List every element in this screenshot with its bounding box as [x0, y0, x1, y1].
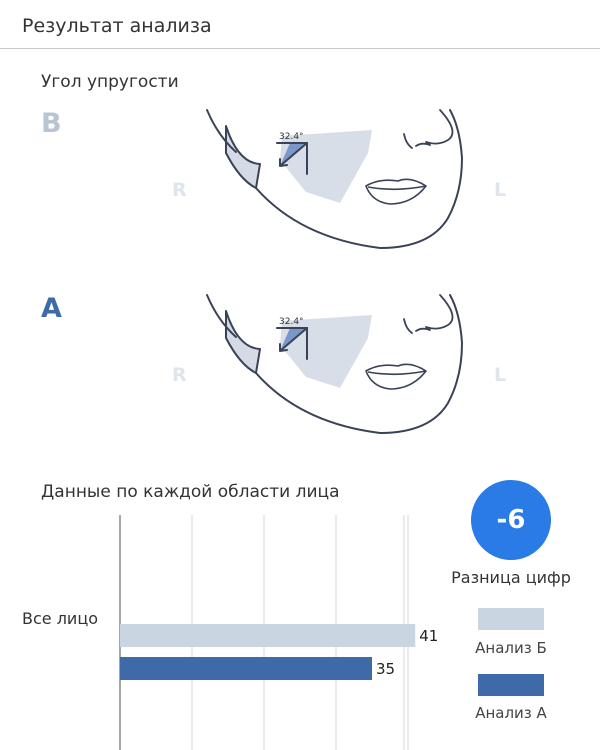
nose-outline — [404, 295, 453, 333]
category-label: Все лицо — [22, 609, 99, 628]
angle-value-label: 32.4° — [279, 132, 304, 142]
difference-badge — [471, 480, 551, 560]
face-diagram-a — [0, 293, 600, 463]
right-side-label: R — [172, 179, 187, 201]
angle-value-label: 32.4° — [279, 317, 304, 327]
region-data-title: Данные по каждой области лица — [41, 482, 340, 502]
page-title: Результат анализа — [22, 15, 212, 37]
right-side-label: R — [172, 364, 187, 386]
nose-outline — [404, 110, 453, 148]
left-side-label: L — [494, 364, 507, 386]
analysis-b-letter: B — [41, 108, 62, 139]
difference-value: -6 — [496, 505, 526, 535]
left-side-label: L — [494, 179, 507, 201]
legend-label-analysis-b: Анализ Б — [475, 639, 547, 657]
bar-value-label: 41 — [419, 627, 439, 645]
bar-analysis-a — [120, 657, 372, 680]
face-diagram-b — [0, 108, 600, 278]
legend-swatch-analysis-b — [478, 608, 544, 630]
mouth-outline — [366, 179, 426, 204]
ear-outline — [226, 311, 260, 373]
bar-value-label: 35 — [376, 660, 396, 678]
mouth-outline — [366, 364, 426, 389]
bar-analysis-b — [120, 624, 415, 647]
region-bar-chart — [0, 505, 440, 750]
analysis-a-letter: A — [41, 293, 62, 324]
ear-outline — [226, 126, 260, 188]
difference-label: Разница цифр — [451, 568, 571, 587]
legend-swatch-analysis-a — [478, 674, 544, 696]
page-header — [0, 0, 600, 49]
legend-label-analysis-a: Анализ А — [475, 704, 547, 722]
elasticity-section-title: Угол упругости — [41, 72, 179, 92]
